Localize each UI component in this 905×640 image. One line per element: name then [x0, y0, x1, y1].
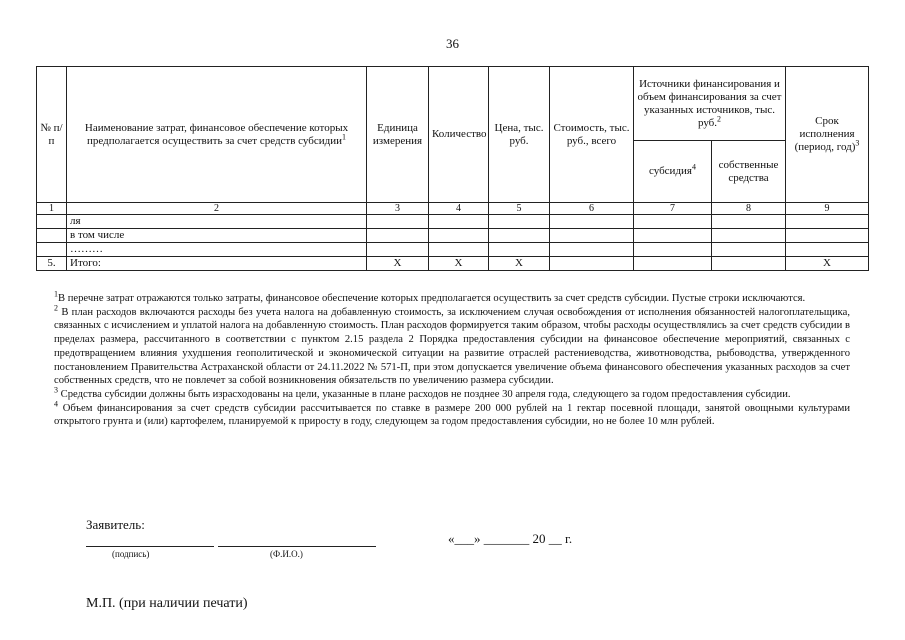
cell-qty: [429, 229, 489, 243]
footnote-mark-4: 4: [54, 399, 58, 409]
signature-line: [86, 546, 214, 547]
cell-own: [712, 229, 786, 243]
footnote-2-text: В план расходов включаются расходы без учета налога на добавленную стоимость, за исключением случая освобождения от исполнения обязанностей налогоплательщика, связанных с исчислением и уплатой налога на добавленную стоимость. План расходов формируется таким образом, чтобы расходы осуществлялись за счет средств субсидии в пределах размера, рассчитанного в соответствии с пунктом 2.15 раздела 2 Порядка предоставления субсидии на финансовое обеспечение мероприятий, связанных с предотвращением влияния ухудшения геополитической и экономической ситуации на развитие отраслей растениеводства, животноводства, рыбоводства, утвержденного постановлением Правительства Астраханской области от 24.11.2022 № 571-П, при этом допускается увеличение объема финансового обеспечения указанных расходов за счет собственных средств, что не повлечет за собой возникновения обязательств по увеличению размера субсидии.: [54, 306, 850, 387]
cell-unit: X: [367, 257, 429, 271]
cell-own: [712, 215, 786, 229]
cell-term: X: [786, 257, 869, 271]
cell-no: 5.: [37, 257, 67, 271]
cell-cost: [550, 229, 634, 243]
column-number: 9: [786, 203, 869, 215]
column-number: 2: [67, 203, 367, 215]
column-number: 4: [429, 203, 489, 215]
cell-price: [489, 215, 550, 229]
header-name: [67, 67, 367, 203]
column-number: 1: [37, 203, 67, 215]
full-name-line: [218, 546, 376, 547]
header-price: Цена, тыс. руб.: [489, 67, 550, 203]
table-row: [37, 215, 869, 229]
column-number: 5: [489, 203, 550, 215]
cell-own: [712, 257, 786, 271]
cell-unit: [367, 215, 429, 229]
footnotes: [54, 289, 850, 429]
cell-qty: X: [429, 257, 489, 271]
cell-name: Итого:: [67, 257, 367, 271]
table-row: [37, 229, 869, 243]
cell-no: [37, 215, 67, 229]
table-row-total: [37, 257, 869, 271]
cell-own: [712, 243, 786, 257]
cell-name: ………: [67, 243, 367, 257]
footnote-ref-3: 3: [855, 138, 860, 148]
header-unit: Единица измерения: [367, 67, 429, 203]
footnote-1-text: В перечне затрат отражаются только затраты, финансовое обеспечение которых предполагается осуществить за счет средств субсидии. Пустые строки исключаются.: [58, 293, 806, 304]
footnote-ref-1: 1: [342, 131, 346, 141]
column-number: 7: [634, 203, 712, 215]
header-name-text: Наименование затрат, финансовое обеспечение которых предполагается осуществить за счет средств субсидии: [84, 121, 349, 147]
footnote-4-text: Объем финансирования за счет средств субсидии рассчитывается по ставке в размере 200 000 рублей на 1 гектар посевной площади, занятой овощными культурами открытого грунта и (или) картофелем, планируемой к приросту в году, следующем за годом предоставления субсидии, но не более 10 млн рублей.: [54, 402, 850, 428]
footnote-mark-1: 1: [54, 289, 58, 299]
signature-caption: (подпись): [112, 549, 150, 559]
header-sources-text: Источники финансирования и объем финансирования за счет указанных источников, тыс. руб.: [637, 77, 782, 129]
expense-plan-table: [36, 66, 869, 271]
header-subsidy: [634, 141, 712, 203]
footnote-3: [54, 385, 850, 402]
cell-name: ля: [67, 215, 367, 229]
header-term-text: Срок исполнения (период, год): [794, 115, 856, 153]
footnote-ref-4: 4: [692, 162, 696, 172]
cell-qty: [429, 215, 489, 229]
cell-qty: [429, 243, 489, 257]
cell-cost: [550, 257, 634, 271]
cell-subsidy: [634, 257, 712, 271]
stamp-label: М.П. (при наличии печати): [86, 596, 248, 611]
cell-price: [489, 229, 550, 243]
cell-subsidy: [634, 215, 712, 229]
cell-term: [786, 229, 869, 243]
column-number: 8: [712, 203, 786, 215]
cell-name: в том числе: [67, 229, 367, 243]
header-quantity: Количество: [429, 67, 489, 203]
cell-term: [786, 215, 869, 229]
cell-unit: [367, 229, 429, 243]
cell-price: X: [489, 257, 550, 271]
cell-price: [489, 243, 550, 257]
footnote-mark-3: 3: [54, 385, 58, 395]
cell-unit: [367, 243, 429, 257]
footnote-ref-2: 2: [717, 113, 722, 123]
header-cost: Стоимость, тыс. руб., всего: [550, 67, 634, 203]
header-own-funds: собственные средства: [712, 141, 786, 203]
footnote-1: [54, 289, 850, 306]
cell-cost: [550, 243, 634, 257]
footnote-mark-2: 2: [54, 303, 58, 313]
table-row: [37, 243, 869, 257]
cell-term: [786, 243, 869, 257]
page-number: 36: [446, 36, 459, 51]
footnote-2: [54, 303, 850, 388]
footnote-4: [54, 399, 850, 429]
footnote-3-text: Средства субсидии должны быть израсходованы на цели, указанные в плане расходов не позднее 30 апреля года, следующего за годом предоставления субсидии.: [60, 388, 791, 400]
header-no: № п/п: [37, 67, 67, 203]
header-subsidy-text: субсидия: [648, 165, 692, 177]
cell-no: [37, 243, 67, 257]
column-numbers-row: [37, 203, 869, 215]
cell-no: [37, 229, 67, 243]
cell-cost: [550, 215, 634, 229]
column-number: 6: [550, 203, 634, 215]
cell-subsidy: [634, 243, 712, 257]
applicant-label: Заявитель:: [86, 517, 145, 532]
cell-subsidy: [634, 229, 712, 243]
header-sources: [634, 67, 786, 141]
full-name-caption: (Ф.И.О.): [270, 549, 303, 559]
header-term: [786, 67, 869, 203]
column-number: 3: [367, 203, 429, 215]
date-field: «___» _______ 20 __ г.: [448, 531, 573, 546]
